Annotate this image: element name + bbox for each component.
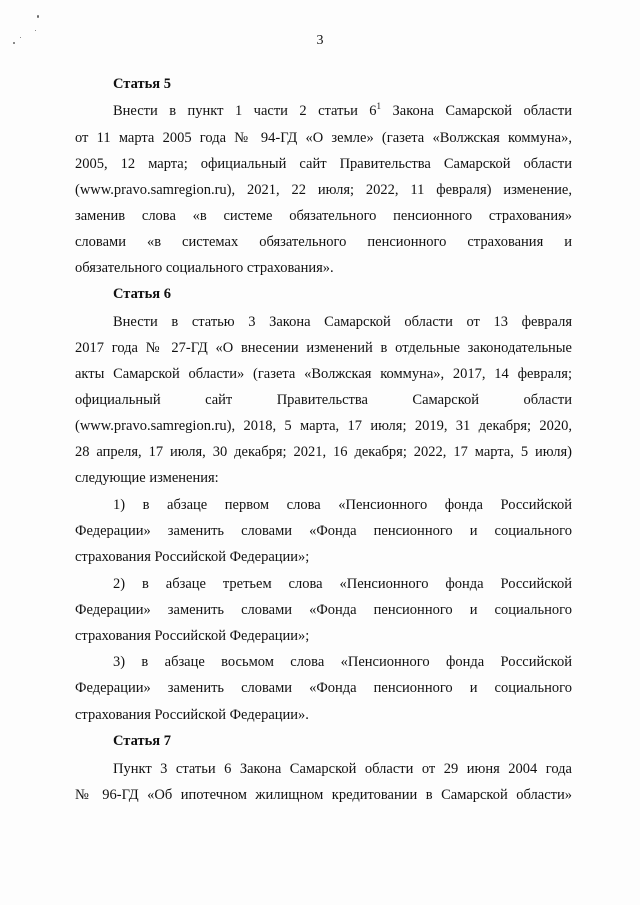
- article-6-line: страхования Российской Федерации»;: [75, 628, 310, 644]
- article-7-heading: Статья 7: [113, 733, 171, 749]
- article-6-line: 3) в абзаце восьмом слова «Пенсионного фонда Российской: [113, 654, 572, 670]
- article-5-line: от 11 марта 2005 года № 94-ГД «О земле» (газета «Волжская коммуна»,: [75, 130, 572, 146]
- article-7-line: Пункт 3 статьи 6 Закона Самарской области от 29 июня 2004 года: [113, 761, 572, 777]
- article-6-line: официальный сайт Правительства Самарской области: [75, 392, 572, 408]
- article-6-line: Федерации» заменить словами «Фонда пенсионного и социального: [75, 680, 572, 696]
- article-5-line: заменив слова «в системе обязательного пенсионного страхования»: [75, 208, 572, 224]
- article-5-line: словами «в системах обязательного пенсионного страхования и: [75, 234, 572, 250]
- article-6-heading: Статья 6: [113, 286, 171, 302]
- article-5-line: обязательного социального страхования».: [75, 260, 334, 276]
- article-6-line: Внести в статью 3 Закона Самарской области от 13 февраля: [113, 314, 572, 330]
- article-6-line: акты Самарской области» (газета «Волжская коммуна», 2017, 14 февраля;: [75, 366, 572, 382]
- page-number: 3: [316, 33, 324, 48]
- article-6-line: (www.pravo.samregion.ru), 2018, 5 марта, 17 июля; 2019, 31 декабря; 2020,: [75, 418, 572, 434]
- article-6-line: следующие изменения:: [75, 470, 219, 486]
- article-6-line: 28 апреля, 17 июля, 30 декабря; 2021, 16 декабря; 2022, 17 марта, 5 июля): [75, 444, 572, 460]
- article-6-line: 2017 года № 27-ГД «О внесении изменений в отдельные законодательные: [75, 340, 572, 356]
- scan-speck: [37, 15, 39, 18]
- article-6-line: страхования Российской Федерации».: [75, 707, 309, 723]
- article-6-line: страхования Российской Федерации»;: [75, 549, 310, 565]
- article-6-line: 2) в абзаце третьем слова «Пенсионного фонда Российской: [113, 576, 572, 592]
- scan-speck: [35, 30, 36, 31]
- article-6-line: 1) в абзаце первом слова «Пенсионного фонда Российской: [113, 497, 572, 513]
- article-5-line: (www.pravo.samregion.ru), 2021, 22 июля; 2022, 11 февраля) изменение,: [75, 182, 572, 198]
- article-7-line: № 96-ГД «Об ипотечном жилищном кредитовании в Самарской области»: [75, 787, 572, 803]
- article-5-heading: Статья 5: [113, 76, 171, 92]
- article-6-line: Федерации» заменить словами «Фонда пенсионного и социального: [75, 523, 572, 539]
- article-5-line: 2005, 12 марта; официальный сайт Правительства Самарской области: [75, 156, 572, 172]
- article-5-line: Внести в пункт 1 части 2 статьи $6^1$ Закона Самарской области: [113, 101, 572, 119]
- article-6-line: Федерации» заменить словами «Фонда пенсионного и социального: [75, 602, 572, 618]
